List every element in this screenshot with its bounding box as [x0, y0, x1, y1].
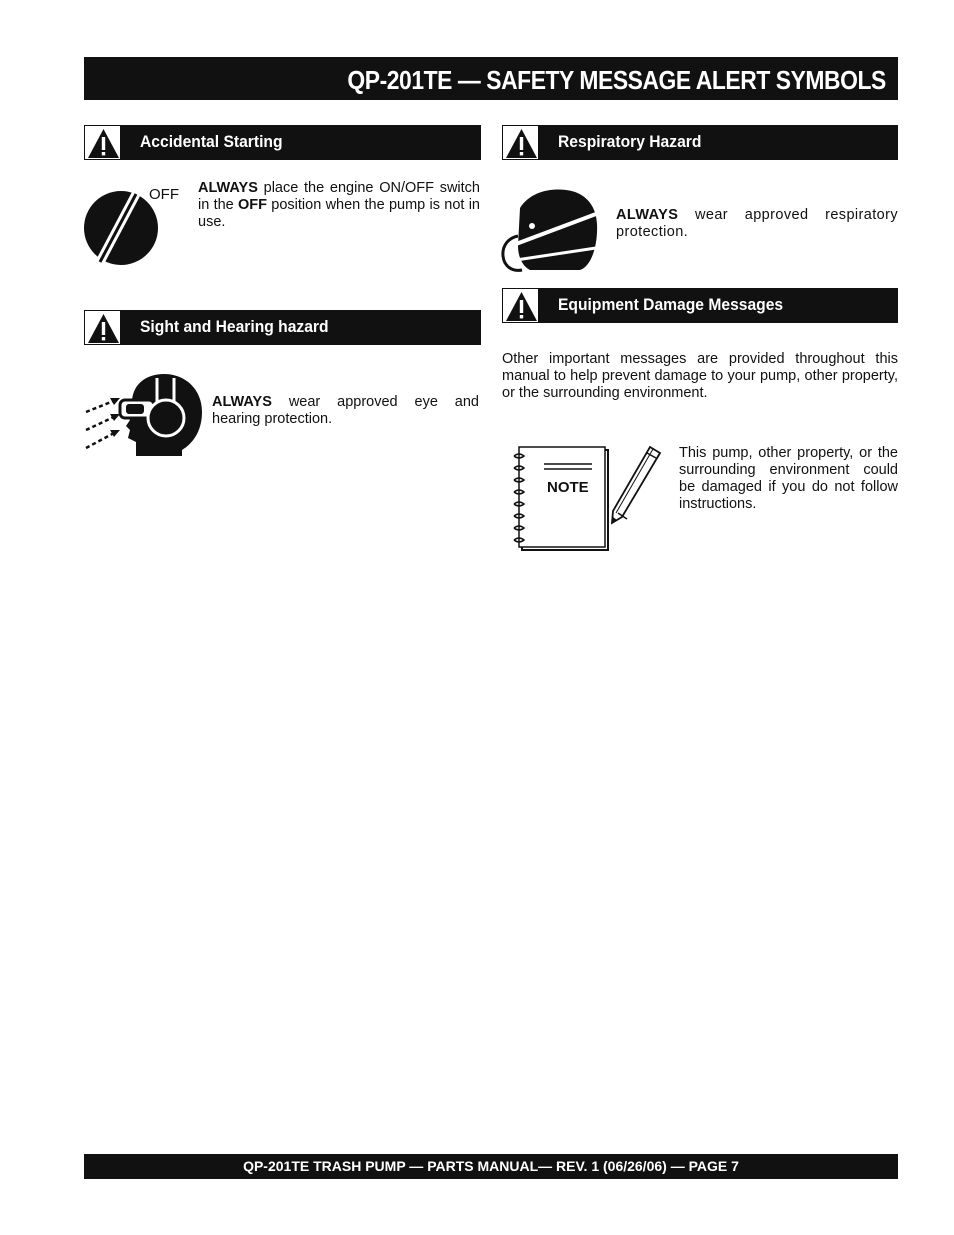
text-part: position when the pump is not in use.: [198, 197, 480, 230]
warning-triangle-icon: [84, 310, 121, 345]
section-heading: Sight and Hearing hazard: [140, 317, 329, 336]
note-label: NOTE: [547, 479, 589, 496]
warning-triangle-icon: [502, 125, 539, 160]
respiratory-text: [616, 207, 898, 241]
warning-triangle-icon: [84, 125, 121, 160]
warning-triangle-icon: [502, 288, 539, 323]
section-header-sight-hearing: [84, 310, 481, 345]
emphasis-always: ALWAYS: [212, 394, 272, 410]
note-text: This pump, other property, or the surrounding environment could be damaged if you do not follow instructions.: [679, 445, 898, 512]
text-part: place the engine ON/OFF switch in the: [198, 180, 480, 213]
section-heading: Respiratory Hazard: [558, 132, 702, 151]
sight-hearing-text: [212, 394, 479, 428]
equipment-damage-intro: Other important messages are provided throughout this manual to help prevent damage to your pump, other property, or the surrounding environment.: [502, 351, 898, 401]
section-header-equipment-damage: [502, 288, 898, 323]
emphasis-always: ALWAYS: [198, 180, 258, 196]
section-heading: Accidental Starting: [140, 132, 283, 151]
page-title-bar: [84, 57, 898, 100]
text-part: wear approved eye and hearing protection.: [212, 394, 479, 427]
eye-ear-protection-icon: [82, 372, 207, 457]
emphasis-off: OFF: [238, 197, 268, 213]
footer-text: QP-201TE TRASH PUMP — PARTS MANUAL— REV. 1 (06/26/06) — PAGE 7: [243, 1158, 739, 1174]
notebook-icon: [512, 444, 612, 554]
section-header-accidental-starting: [84, 125, 481, 160]
page-footer: [84, 1154, 898, 1179]
section-header-respiratory: [502, 125, 898, 160]
text-part: wear approved respiratory protection.: [616, 207, 898, 240]
emphasis-always: ALWAYS: [616, 207, 679, 223]
accidental-starting-text: [198, 180, 480, 231]
switch-off-label: OFF: [149, 186, 179, 203]
respirator-icon: [500, 186, 600, 276]
section-heading: Equipment Damage Messages: [558, 295, 784, 314]
page-title: QP-201TE — SAFETY MESSAGE ALERT SYMBOLS: [347, 65, 886, 95]
pencil-icon: [610, 443, 670, 533]
on-off-switch-icon: [82, 182, 182, 267]
